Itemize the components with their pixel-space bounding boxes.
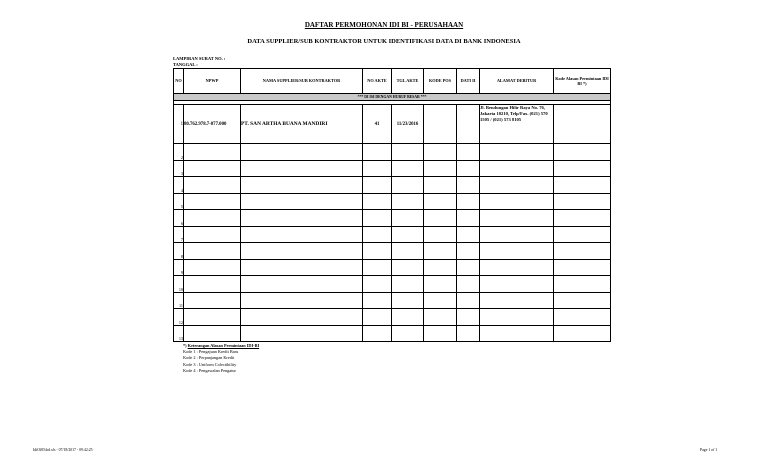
empty-cell <box>241 226 363 243</box>
empty-cell <box>480 325 554 342</box>
cell-dati2 <box>457 105 480 144</box>
empty-cell <box>480 292 554 309</box>
empty-cell <box>424 210 457 227</box>
notes-prefix: *) <box>183 343 188 348</box>
empty-cell <box>480 177 554 194</box>
footer-filename: IdiOf054rd.xls - 07/18/2017 - 09:42:25 <box>33 448 93 452</box>
cell-no: 9 <box>174 259 184 276</box>
table-row <box>174 259 611 276</box>
cell-alamat: Jl. Bendungan Hilir Raya No. 76, Jakarta 10210, Telp/Fax. (021) 570 1505 / (021) 573 8105 <box>480 105 554 144</box>
empty-cell <box>554 292 611 309</box>
empty-cell <box>363 160 392 177</box>
empty-cell <box>457 210 480 227</box>
empty-cell <box>424 276 457 293</box>
cell-no: 11 <box>174 292 184 309</box>
empty-cell <box>363 259 392 276</box>
empty-cell <box>241 160 363 177</box>
notes-heading: Keterangan Alasan Permintaan IDI-BI <box>187 343 260 348</box>
empty-cell <box>392 193 424 210</box>
cell-no: 1 <box>174 105 184 144</box>
cell-no: 6 <box>174 210 184 227</box>
empty-cell <box>392 325 424 342</box>
empty-cell <box>241 325 363 342</box>
table-row <box>174 243 611 260</box>
empty-cell <box>363 309 392 326</box>
empty-cell <box>184 177 241 194</box>
empty-cell <box>457 160 480 177</box>
empty-cell <box>457 276 480 293</box>
cell-tgl-akte: 11/23/2016 <box>392 105 424 144</box>
empty-cell <box>392 259 424 276</box>
document-subtitle: DATA SUPPLIER/SUB KONTRAKTOR UNTUK IDENTIFIKASI DATA DI BANK INDONESIA <box>247 38 521 45</box>
empty-cell <box>554 325 611 342</box>
note-item: Kode 2 : Perpanjangan Kredit <box>183 355 235 361</box>
notes-section <box>183 343 259 374</box>
empty-cell <box>480 276 554 293</box>
empty-cell <box>554 226 611 243</box>
cell-no: 4 <box>174 177 184 194</box>
empty-cell <box>457 144 480 161</box>
header-alamat: ALAMAT DEBITUR <box>480 69 554 94</box>
empty-cell <box>554 210 611 227</box>
empty-cell <box>392 276 424 293</box>
empty-cell <box>480 309 554 326</box>
empty-cell <box>392 144 424 161</box>
table-row <box>174 309 611 326</box>
empty-cell <box>424 193 457 210</box>
empty-cell <box>241 259 363 276</box>
table-row <box>174 177 611 194</box>
empty-cell <box>457 226 480 243</box>
header-no-akte: NO AKTE <box>363 69 392 94</box>
empty-cell <box>241 193 363 210</box>
empty-cell <box>480 243 554 260</box>
empty-cell <box>554 259 611 276</box>
empty-cell <box>457 243 480 260</box>
empty-cell <box>424 259 457 276</box>
empty-cell <box>363 276 392 293</box>
empty-cell <box>480 259 554 276</box>
empty-cell <box>184 226 241 243</box>
cell-npwp: 80.762.978.7-077.000 <box>184 105 241 144</box>
empty-cell <box>241 177 363 194</box>
empty-cell <box>424 292 457 309</box>
empty-cell <box>184 325 241 342</box>
empty-cell <box>184 243 241 260</box>
cell-kode-alasan <box>554 105 611 144</box>
table-row <box>174 292 611 309</box>
empty-cell <box>554 177 611 194</box>
empty-cell <box>424 243 457 260</box>
empty-cell <box>554 144 611 161</box>
empty-cell <box>424 226 457 243</box>
cell-no: 10 <box>174 276 184 293</box>
supplier-table <box>173 68 611 342</box>
empty-cell <box>457 292 480 309</box>
empty-cell <box>480 144 554 161</box>
lampiran-label: LAMPIRAN SURAT NO. : <box>173 56 226 61</box>
table-row <box>174 160 611 177</box>
table-row <box>174 210 611 227</box>
tanggal-label: TANGGAL : <box>173 62 198 67</box>
empty-cell <box>241 309 363 326</box>
empty-cell <box>480 210 554 227</box>
empty-cell <box>457 193 480 210</box>
empty-cell <box>184 309 241 326</box>
empty-cell <box>392 243 424 260</box>
empty-cell <box>363 226 392 243</box>
header-tgl-akte: TGL AKTE <box>392 69 424 94</box>
empty-cell <box>457 309 480 326</box>
empty-cell <box>424 309 457 326</box>
cell-nama: PT. SAN ARTHA BUANA MANDIRI <box>241 105 363 144</box>
empty-cell <box>480 160 554 177</box>
empty-cell <box>424 177 457 194</box>
document-title: DAFTAR PERMOHONAN IDI BI - PERUSAHAAN <box>304 21 464 29</box>
cell-no-akte: 41 <box>363 105 392 144</box>
header-kode-pos: KODE POS <box>424 69 457 94</box>
empty-cell <box>554 276 611 293</box>
empty-cell <box>184 144 241 161</box>
cell-no: 12 <box>174 309 184 326</box>
header-kode-alasan: Kode Alasan Permintaan IDI BI *) <box>554 69 611 94</box>
empty-cell <box>457 177 480 194</box>
empty-cell <box>363 292 392 309</box>
empty-cell <box>554 309 611 326</box>
header-npwp: NPWP <box>184 69 241 94</box>
footer-page-number: Page 1 of 1 <box>700 448 718 452</box>
empty-cell <box>241 276 363 293</box>
note-item: Kode 3 : Uniform Colectibility <box>183 361 237 367</box>
empty-cell <box>554 160 611 177</box>
empty-cell <box>184 160 241 177</box>
empty-cell <box>184 193 241 210</box>
empty-cell <box>424 160 457 177</box>
empty-cell <box>363 243 392 260</box>
empty-cell <box>241 243 363 260</box>
cell-no: 3 <box>174 160 184 177</box>
empty-cell <box>363 193 392 210</box>
empty-cell <box>363 325 392 342</box>
empty-cell <box>424 325 457 342</box>
table-row <box>174 105 611 144</box>
empty-cell <box>184 276 241 293</box>
empty-cell <box>480 226 554 243</box>
empty-cell <box>554 193 611 210</box>
cell-no: 2 <box>174 144 184 161</box>
empty-cell <box>241 292 363 309</box>
empty-cell <box>554 243 611 260</box>
empty-cell <box>392 226 424 243</box>
empty-cell <box>184 259 241 276</box>
empty-cell <box>392 177 424 194</box>
table-row <box>174 226 611 243</box>
table-row <box>174 276 611 293</box>
empty-cell <box>392 160 424 177</box>
cell-no: 7 <box>174 226 184 243</box>
empty-cell <box>424 144 457 161</box>
cell-no: 13 <box>174 325 184 342</box>
banner-row <box>174 94 611 101</box>
note-item: Kode 1 : Pengajuan Kredit Baru <box>183 349 239 355</box>
empty-cell <box>363 210 392 227</box>
banner-text: *** DI ISI DENGAN HURUF BESAR *** <box>174 94 611 101</box>
empty-cell <box>241 210 363 227</box>
header-nama: NAMA SUPPLIER/SUB KONTRAKTOR <box>241 69 363 94</box>
cell-no: 5 <box>174 193 184 210</box>
empty-cell <box>480 193 554 210</box>
empty-cell <box>363 177 392 194</box>
empty-cell <box>241 144 363 161</box>
cell-kode-pos <box>424 105 457 144</box>
empty-cell <box>457 325 480 342</box>
cell-no: 8 <box>174 243 184 260</box>
empty-cell <box>457 259 480 276</box>
empty-cell <box>184 292 241 309</box>
note-item: Kode 4 : Pengawalan Pengatur <box>183 367 236 373</box>
header-dati2: DATI II <box>457 69 480 94</box>
empty-cell <box>392 210 424 227</box>
table-header-row <box>174 69 611 94</box>
empty-cell <box>392 309 424 326</box>
empty-cell <box>184 210 241 227</box>
header-no: NO <box>174 69 184 94</box>
empty-cell <box>363 144 392 161</box>
table-row <box>174 325 611 342</box>
empty-cell <box>392 292 424 309</box>
table-row <box>174 193 611 210</box>
table-row <box>174 144 611 161</box>
